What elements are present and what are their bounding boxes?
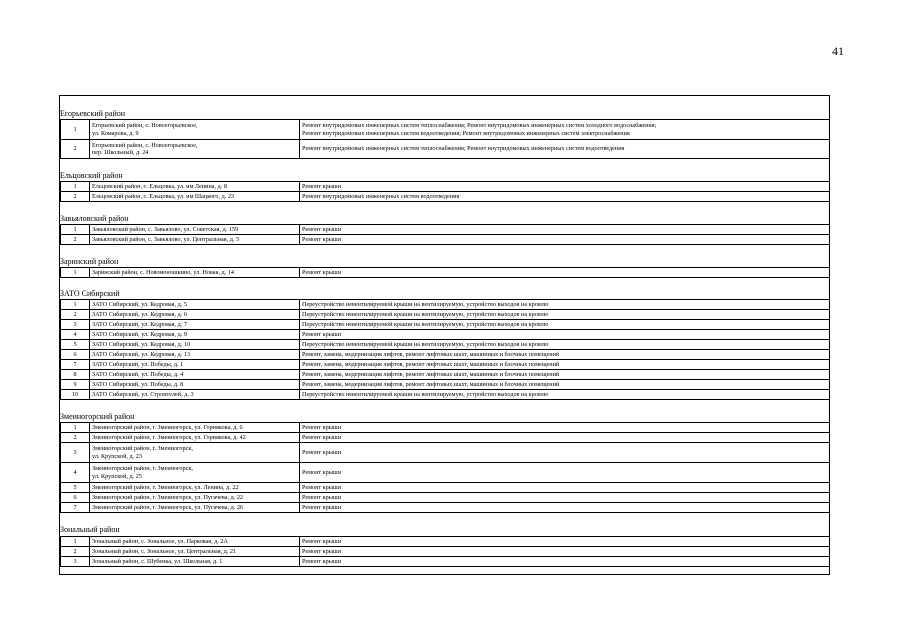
work-type-cell: [300, 557, 830, 567]
table-row: [61, 370, 830, 380]
work-type-line: Переустройство невентилируемой крыши на вентилируемую, устройство выходов на кровлю: [302, 310, 549, 318]
row-number: 7: [61, 360, 90, 370]
work-type-cell: [300, 300, 830, 310]
row-number: 5: [61, 483, 90, 493]
address-line: Змеиногорский район, г. Змеиногорск,: [92, 445, 193, 453]
work-type-line: Ремонт крыши: [302, 182, 342, 190]
row-number: 4: [61, 463, 90, 483]
row-number: 2: [61, 192, 90, 202]
work-type-cell: [300, 483, 830, 493]
work-type-line: Переустройство невентилируемой крыши на вентилируемую, устройство выходов на кровлю: [302, 340, 549, 348]
row-number: 1: [61, 182, 90, 192]
document-table-frame: [59, 95, 830, 575]
work-type-cell: [300, 423, 830, 433]
row-number: 6: [61, 493, 90, 503]
section-table: [60, 224, 830, 245]
table-row: [61, 192, 830, 202]
work-type-cell: [300, 192, 830, 202]
address-cell: [90, 300, 300, 310]
address-line: Ельцовский район, с. Ельцовка, ул. им Шацкого, д. 23: [92, 192, 235, 200]
table-row: [61, 503, 830, 513]
row-number: 1: [61, 268, 90, 278]
row-number: 1: [61, 423, 90, 433]
address-cell: [90, 433, 300, 443]
table-row: [61, 120, 830, 140]
work-type-line: Ремонт крыши: [302, 557, 342, 565]
address-cell: [90, 380, 300, 390]
work-type-line: Ремонт, замена, модернизация лифтов, ремонт лифтовых шахт, машинных и блочных помещений: [302, 350, 560, 358]
work-type-line: Переустройство невентилируемой крыши на вентилируемую, устройство выходов на кровлю: [302, 300, 549, 308]
section-title: Егорьевский район: [60, 109, 126, 118]
section-table: [60, 267, 830, 278]
table-row: [61, 380, 830, 390]
row-number: 1: [61, 120, 90, 140]
address-line: Змеиногорский район, г. Змеиногорск, ул. Пугачева, д. 22: [92, 493, 244, 501]
address-cell: [90, 182, 300, 192]
work-type-line: Ремонт крыши: [302, 268, 342, 276]
row-number: 7: [61, 503, 90, 513]
work-type-line: Ремонт, замена, модернизация лифтов, ремонт лифтовых шахт, машинных и блочных помещений: [302, 370, 560, 378]
row-number: 3: [61, 557, 90, 567]
address-line: ЗАТО Сибирский, ул. Кедровая, д. 7: [92, 320, 187, 328]
work-type-cell: [300, 350, 830, 360]
table-row: [61, 463, 830, 483]
table-row: [61, 235, 830, 245]
work-type-line: Ремонт крыши: [302, 468, 342, 476]
address-line: Зональный район, с. Зональное, ул. Парковая, д. 2А: [92, 537, 228, 545]
table-row: [61, 225, 830, 235]
table-row: [61, 547, 830, 557]
table-row: [61, 340, 830, 350]
work-type-line: Ремонт крыши: [302, 448, 342, 456]
work-type-line: Ремонт крыши: [302, 483, 342, 491]
row-number: 1: [61, 537, 90, 547]
address-cell: [90, 225, 300, 235]
work-type-cell: [300, 268, 830, 278]
work-type-line: Переустройство невентилируемой крыши на вентилируемую, устройство выходов на кровлю: [302, 320, 549, 328]
work-type-line: Переустройство невентилируемой крыши на вентилируемую, устройство выходов на кровлю: [302, 390, 549, 398]
table-row: [61, 557, 830, 567]
work-type-line: Ремонт внутридомовых инженерных систем водоотведения: [302, 192, 460, 200]
address-cell: [90, 140, 300, 159]
address-cell: [90, 120, 300, 140]
section-table: [60, 422, 830, 513]
table-row: [61, 483, 830, 493]
address-cell: [90, 192, 300, 202]
address-cell: [90, 268, 300, 278]
address-line: ЗАТО Сибирский, ул. Кедровая, д. 6: [92, 310, 187, 318]
address-cell: [90, 310, 300, 320]
work-type-cell: [300, 320, 830, 330]
row-number: 2: [61, 140, 90, 159]
address-line: Егорьевский район, с. Новоегорьевское,: [92, 122, 198, 130]
table-row: [61, 350, 830, 360]
address-line: ЗАТО Сибирский, ул. Кедровая, д. 10: [92, 340, 191, 348]
work-type-cell: [300, 503, 830, 513]
section-title: Завьяловский район: [60, 214, 129, 223]
work-type-line: Ремонт, замена, модернизация лифтов, ремонт лифтовых шахт, машинных и блочных помещений: [302, 380, 560, 388]
table-row: [61, 443, 830, 463]
row-number: 2: [61, 235, 90, 245]
address-cell: [90, 330, 300, 340]
work-type-cell: [300, 140, 830, 159]
table-row: [61, 330, 830, 340]
address-line: пер. Школьный, д. 24: [92, 149, 149, 156]
table-row: [61, 390, 830, 400]
address-line: ЗАТО Сибирский, ул. Кедровая, д. 5: [92, 300, 187, 308]
work-type-cell: [300, 340, 830, 350]
section-table: [60, 536, 830, 567]
section-title: Зональный район: [60, 525, 120, 534]
address-cell: [90, 423, 300, 433]
row-number: 9: [61, 380, 90, 390]
address-line: ЗАТО Сибирский, ул. Победы, д. 1: [92, 360, 184, 368]
table-row: [61, 140, 830, 159]
row-number: 1: [61, 225, 90, 235]
row-number: 3: [61, 443, 90, 463]
address-line: Змеиногорский район, г. Змеиногорск, ул. Горнякова, д. 42: [92, 433, 246, 441]
address-cell: [90, 443, 300, 463]
address-cell: [90, 493, 300, 503]
address-cell: [90, 547, 300, 557]
table-row: [61, 182, 830, 192]
work-type-line: Ремонт крыши: [302, 547, 342, 555]
work-type-line: Ремонт внутридомовых инженерных систем теплоснабжения; Ремонт внутридомовых инженерных систем водоотведения: [302, 145, 625, 153]
address-line: ул. Крупской, д. 23: [92, 452, 142, 460]
address-cell: [90, 360, 300, 370]
work-type-cell: [300, 370, 830, 380]
address-line: ЗАТО Сибирский, ул. Кедровая, д. 9: [92, 330, 187, 338]
table-row: [61, 423, 830, 433]
address-line: Егорьевский район, с. Новоегорьевское,: [92, 141, 198, 149]
address-cell: [90, 463, 300, 483]
table-row: [61, 537, 830, 547]
work-type-cell: [300, 182, 830, 192]
address-line: ЗАТО Сибирский, ул. Победы, д. 4: [92, 370, 184, 378]
work-type-line: Ремонт внутридомовых инженерных систем водоотведения; Ремонт внутридомовых инженерных систем электроснабжения: [302, 129, 630, 137]
row-number: 2: [61, 310, 90, 320]
address-line: ЗАТО Сибирский, ул. Строителей, д. 3: [92, 390, 194, 398]
row-number: 4: [61, 330, 90, 340]
address-line: Змеиногорский район, г. Змеиногорск, ул. Горнякова, д. 6: [92, 423, 243, 431]
section-table: [60, 181, 830, 202]
work-type-line: Ремонт, замена, модернизация лифтов, ремонт лифтовых шахт, машинных и блочных помещений: [302, 360, 560, 368]
address-line: Заринский район, с. Новомоношкино, ул. Новая, д. 14: [92, 268, 234, 276]
address-line: Зональный район, с. Шубенка, ул. Школьная, д. 1: [92, 557, 223, 565]
work-type-cell: [300, 443, 830, 463]
section-title: Ельцовский район: [60, 171, 123, 180]
work-type-line: Ремонт крыши: [302, 235, 342, 243]
address-line: Зональный район, с. Зональное, ул. Центральная, д. 21: [92, 547, 237, 555]
address-cell: [90, 320, 300, 330]
row-number: 2: [61, 547, 90, 557]
address-cell: [90, 235, 300, 245]
work-type-line: Ремонт крыши: [302, 433, 342, 441]
address-line: Завьяловский район, с. Завьялово, ул. Центральная, д. 5: [92, 235, 240, 243]
work-type-cell: [300, 433, 830, 443]
address-cell: [90, 350, 300, 360]
row-number: 8: [61, 370, 90, 380]
address-line: Змеиногорский район, г. Змеиногорск, ул. Пугачева, д. 26: [92, 503, 244, 511]
work-type-line: Ремонт внутридомовых инженерных систем теплоснабжения; Ремонт внутридомовых инженерных систем холодного водоснабжения;: [302, 122, 657, 130]
address-cell: [90, 390, 300, 400]
row-number: 2: [61, 433, 90, 443]
page-number: 41: [832, 44, 844, 58]
work-type-line: Ремонт крыши: [302, 330, 342, 338]
work-type-line: Ремонт крыши: [302, 503, 342, 511]
address-line: Ельцовский район, с. Ельцовка, ул. им Ленина, д. 8: [92, 182, 227, 190]
address-line: ЗАТО Сибирский, ул. Победы, д. 8: [92, 380, 184, 388]
table-row: [61, 360, 830, 370]
work-type-line: Ремонт крыши: [302, 537, 342, 545]
work-type-cell: [300, 225, 830, 235]
work-type-cell: [300, 120, 830, 140]
section-title: Заринский район: [60, 257, 119, 266]
section-title: ЗАТО Сибирский: [60, 289, 120, 298]
work-type-cell: [300, 493, 830, 503]
address-line: ул. Крупской, д. 25: [92, 472, 142, 480]
address-line: ул. Комарова, д. 9: [92, 129, 139, 137]
section-table: [60, 299, 830, 400]
work-type-cell: [300, 310, 830, 320]
address-cell: [90, 557, 300, 567]
address-cell: [90, 340, 300, 350]
address-cell: [90, 483, 300, 493]
address-line: ЗАТО Сибирский, ул. Кедровая, д. 13: [92, 350, 191, 358]
section-title: Змеиногорский район: [60, 412, 135, 421]
work-type-cell: [300, 360, 830, 370]
table-row: [61, 493, 830, 503]
table-row: [61, 320, 830, 330]
work-type-cell: [300, 380, 830, 390]
section-table: [60, 119, 830, 159]
row-number: 5: [61, 340, 90, 350]
row-number: 3: [61, 320, 90, 330]
work-type-cell: [300, 463, 830, 483]
table-row: [61, 310, 830, 320]
work-type-line: Ремонт крыши: [302, 225, 342, 233]
work-type-cell: [300, 330, 830, 340]
table-row: [61, 433, 830, 443]
row-number: 6: [61, 350, 90, 360]
address-cell: [90, 537, 300, 547]
work-type-cell: [300, 390, 830, 400]
table-row: [61, 300, 830, 310]
address-cell: [90, 503, 300, 513]
work-type-line: Ремонт крыши: [302, 493, 342, 501]
work-type-cell: [300, 547, 830, 557]
address-line: Змеиногорский район, г. Змеиногорск,: [92, 465, 193, 473]
work-type-cell: [300, 537, 830, 547]
address-cell: [90, 370, 300, 380]
address-line: Завьяловский район, с. Завьялово, ул. Советская, д. 159: [92, 225, 239, 233]
row-number: 1: [61, 300, 90, 310]
address-line: Змеиногорский район, г. Змеиногорск, ул. Ленина, д. 22: [92, 483, 239, 491]
table-row: [61, 268, 830, 278]
work-type-line: Ремонт крыши: [302, 423, 342, 431]
work-type-cell: [300, 235, 830, 245]
row-number: 10: [61, 390, 90, 400]
